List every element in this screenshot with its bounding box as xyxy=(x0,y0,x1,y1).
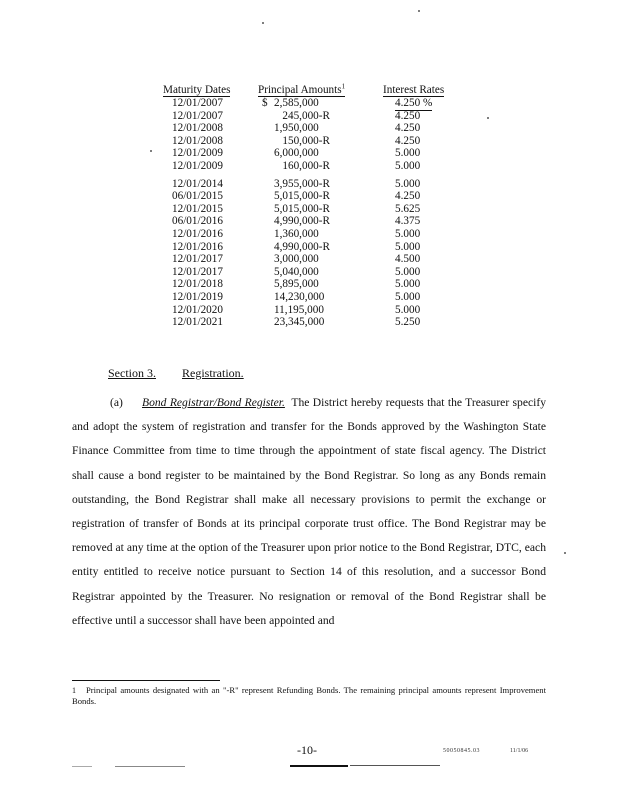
principal-amount-cell: 245,000-R xyxy=(274,109,330,122)
principal-amount-cell: 1,360,000 xyxy=(274,227,319,240)
interest-rate-cell: 5.000 xyxy=(395,265,421,278)
principal-amount-cell: 23,345,000 xyxy=(274,316,325,329)
scan-speck xyxy=(262,22,264,24)
paragraph-label: (a) xyxy=(110,396,123,409)
table-row xyxy=(150,304,480,317)
scan-speck xyxy=(418,10,420,12)
principal-amount-cell: 160,000-R xyxy=(274,159,330,172)
table-row xyxy=(150,203,480,216)
interest-rate-cell: 4.250 xyxy=(395,122,421,135)
table-row xyxy=(150,122,480,135)
interest-rate-cell: 5.000 xyxy=(395,147,421,160)
maturity-date-cell: 12/01/2009 xyxy=(172,159,223,172)
maturity-date-cell: 12/01/2016 xyxy=(172,240,223,253)
principal-amount-cell: 14,230,000 xyxy=(274,290,325,303)
table-body xyxy=(150,97,480,329)
footer-rule xyxy=(72,766,92,767)
footnote-divider xyxy=(72,680,220,681)
principal-amount-cell: 5,015,000-R xyxy=(274,202,330,215)
interest-rate-cell: 4.250 % xyxy=(395,97,433,109)
table-row xyxy=(150,253,480,266)
paragraph-heading: Bond Registrar/Bond Register. xyxy=(142,396,285,409)
table-row xyxy=(150,215,480,228)
footnote-text: Principal amounts designated with an "-R" represent Refunding Bonds. The remaining principal amounts represent Improvement Bonds. xyxy=(72,685,546,706)
document-id: 50050845.03 xyxy=(443,748,480,754)
interest-rate-cell: 5.000 xyxy=(395,159,421,172)
section-heading xyxy=(108,366,244,381)
interest-rate-cell: 4.250 xyxy=(395,109,421,122)
paragraph-text: The District hereby requests that the Treasurer specify and adopt the system of registration and transfer for the Bonds approved by the Washington State Finance Committee from time to time through the appointment of state fiscal agency. The District shall cause a bond register to be maintained by the Bond Registrar. So long as any Bonds remain outstanding, the Bond Registrar shall make all necessary provisions to permit the exchange or registration of transfer of Bonds at its principal corporate trust office. The Bond Registrar may be removed at any time at the option of the Treasurer upon prior notice to the Bond Registrar, DTC, each entity entitled to receive notice pursuant to Section 14 of this resolution, and a successor Bond Registrar appointed by the Treasurer. No resignation or removal of the Bond Registrar shall be effective until a successor shall have been appointed and xyxy=(72,396,547,627)
principal-amount-cell: 2,585,000 xyxy=(274,97,319,109)
interest-rate-cell: 5.000 xyxy=(395,278,421,291)
table-row xyxy=(150,135,480,148)
principal-amount-cell: 150,000-R xyxy=(274,134,330,147)
section-number: Section 3. xyxy=(108,366,156,380)
document-date: 11/1/06 xyxy=(510,748,529,754)
table-row xyxy=(150,291,480,304)
maturity-date-cell: 12/01/2008 xyxy=(172,122,223,135)
maturity-date-cell: 12/01/2007 xyxy=(172,97,223,109)
paragraph-a xyxy=(72,391,546,633)
table-row xyxy=(150,147,480,160)
table-row xyxy=(150,178,480,191)
maturity-date-cell: 12/01/2007 xyxy=(172,109,223,122)
maturity-date-cell: 06/01/2015 xyxy=(172,190,223,203)
interest-rate-cell: 5.625 xyxy=(395,202,421,215)
principal-amount-cell: 6,000,000 xyxy=(274,147,319,160)
table-row xyxy=(150,228,480,241)
maturity-date-cell: 12/01/2014 xyxy=(172,177,223,190)
maturity-date-cell: 12/01/2017 xyxy=(172,265,223,278)
maturity-date-cell: 12/01/2017 xyxy=(172,253,223,266)
footer-rule xyxy=(350,765,440,766)
maturity-date-cell: 12/01/2015 xyxy=(172,202,223,215)
principal-amount-cell: 1,950,000 xyxy=(274,122,319,135)
table-row xyxy=(150,160,480,173)
interest-rate-cell: 5.000 xyxy=(395,177,421,190)
footer-rule xyxy=(115,766,185,767)
interest-rate-cell: 5.000 xyxy=(395,227,421,240)
table-row xyxy=(150,110,480,123)
maturity-date-cell: 12/01/2008 xyxy=(172,134,223,147)
interest-rate-cell: 4.500 xyxy=(395,253,421,266)
maturity-schedule-table xyxy=(150,84,480,329)
body-text xyxy=(72,391,546,633)
principal-amount-cell: 4,990,000-R xyxy=(274,215,330,228)
footnote-mark: 1 xyxy=(72,686,76,695)
table-row xyxy=(150,316,480,329)
principal-amount-cell: 5,040,000 xyxy=(274,265,319,278)
scan-speck xyxy=(150,150,152,152)
interest-rate-cell: 5.000 xyxy=(395,290,421,303)
principal-amount-cell: 11,195,000 xyxy=(274,303,324,316)
footer-rule xyxy=(290,765,348,767)
header-interest-rates: Interest Rates xyxy=(383,84,445,96)
interest-rate-cell: 5.000 xyxy=(395,240,421,253)
scan-speck xyxy=(564,552,566,554)
maturity-date-cell: 12/01/2016 xyxy=(172,227,223,240)
maturity-date-cell: 06/01/2016 xyxy=(172,215,223,228)
principal-amount-cell: 3,000,000 xyxy=(274,253,319,266)
principal-amount-cell: 4,990,000-R xyxy=(274,240,330,253)
header-maturity-dates: Maturity Dates xyxy=(163,84,231,96)
maturity-date-cell: 12/01/2021 xyxy=(172,316,223,329)
header-principal-amounts xyxy=(258,84,345,97)
interest-rate-cell: 4.250 xyxy=(395,190,421,203)
table-row xyxy=(150,190,480,203)
maturity-date-cell: 12/01/2018 xyxy=(172,278,223,291)
header-principal-label: Principal Amounts xyxy=(258,84,342,96)
dollar-sign: $ xyxy=(262,97,268,109)
maturity-date-cell: 12/01/2009 xyxy=(172,147,223,160)
table-row xyxy=(150,266,480,279)
interest-rate-cell: 4.250 xyxy=(395,134,421,147)
table-row xyxy=(150,241,480,254)
principal-amount-cell: 5,015,000-R xyxy=(274,190,330,203)
table-row xyxy=(150,278,480,291)
maturity-date-cell: 12/01/2019 xyxy=(172,290,223,303)
maturity-date-cell: 12/01/2020 xyxy=(172,303,223,316)
table-row xyxy=(150,97,480,110)
table-header xyxy=(150,84,480,97)
scan-speck xyxy=(487,117,489,119)
page-number: -10- xyxy=(297,743,317,757)
interest-rate-cell: 5.000 xyxy=(395,303,421,316)
interest-rate-cell: 5.250 xyxy=(395,316,421,329)
interest-rate-cell: 4.375 xyxy=(395,215,421,228)
footnote-reference: 1 xyxy=(341,82,346,91)
footnote xyxy=(72,685,546,707)
principal-amount-cell: 5,895,000 xyxy=(274,278,319,291)
principal-amount-cell: 3,955,000-R xyxy=(274,177,330,190)
section-title: Registration. xyxy=(182,366,244,380)
